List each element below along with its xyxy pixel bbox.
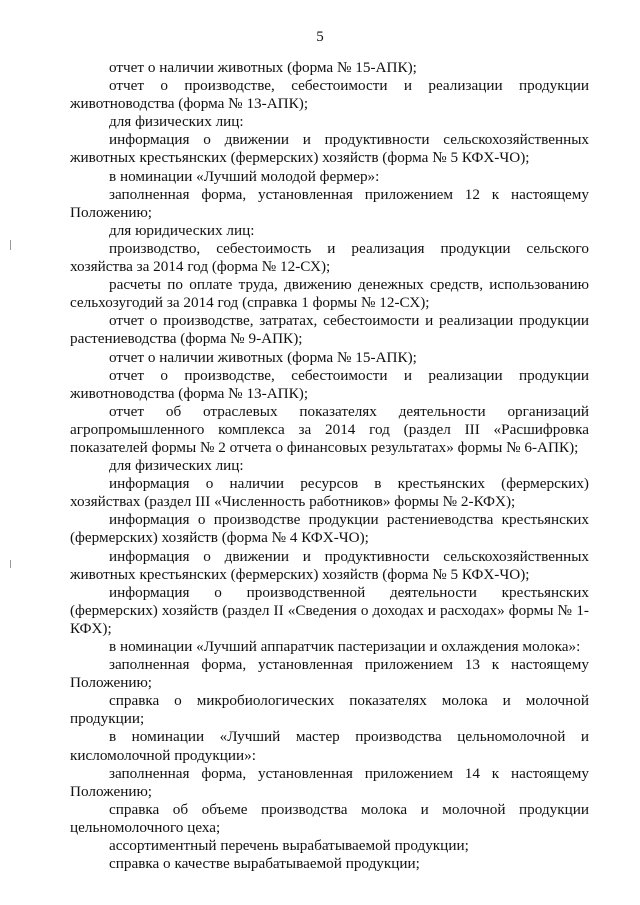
paragraph: заполненная форма, установленная приложением 12 к настоящему Положению; (70, 185, 589, 221)
paragraph: для физических лиц: (109, 113, 244, 131)
paragraph: для юридических лиц: (109, 221, 255, 239)
paragraph: для физических лиц: (109, 457, 244, 475)
paragraph: в номинации «Лучший аппаратчик пастеризации и охлаждения молока»: (109, 638, 581, 655)
paragraph: информация о движении и продуктивности сельскохозяйственных животных крестьянских (фермерских) хозяйств (форма № 5 КФХ-ЧО); (70, 547, 589, 583)
paragraph: отчет о производстве, себестоимости и реализации продукции животноводства (форма № 13-АПК); (70, 77, 589, 113)
paragraph: справка об объеме производства молока и молочной продукции цельномолочного цеха; (70, 800, 589, 836)
paragraph: отчет о наличии животных (форма № 15-АПК); (109, 59, 417, 76)
paragraph: в номинации «Лучший мастер производства цельномолочной и кисломолочной продукции»: (70, 728, 589, 764)
paragraph: производство, себестоимость и реализация продукции сельского хозяйства за 2014 год (форма № 12-СХ); (70, 239, 589, 276)
paragraph: информация о движении и продуктивности сельскохозяйственных животных крестьянских (фермерских) хозяйств (форма № 5 КФХ-ЧО); (70, 131, 589, 167)
left-margin-mark (10, 560, 11, 568)
paragraph: отчет об отраслевых показателях деятельности организаций агропромышленного комплекса за 2014 год (раздел III «Расшифровка показателей формы № 2 отчета о финансовых результатах» формы № 6-АПК); (70, 402, 589, 456)
paragraph: информация о производственной деятельности крестьянских (фермерских) хозяйств (раздел II «Сведения о доходах и расходах» формы № 1-КФХ); (70, 583, 589, 637)
paragraph: в номинации «Лучший молодой фермер»: (109, 167, 380, 185)
paragraph: расчеты по оплате труда, движению денежных средств, использованию сельхозугодий за 2014 год (справка 1 формы № 12-СХ); (70, 276, 589, 312)
paragraph: отчет о производстве, затратах, себестоимости и реализации продукции растениеводства (форма № 9-АПК); (70, 312, 589, 348)
paragraph: заполненная форма, установленная приложением 13 к настоящему Положению; (70, 656, 589, 692)
paragraph: справка о качестве вырабатываемой продукции; (109, 855, 420, 873)
paragraph: информация о наличии ресурсов в крестьянских (фермерских) хозяйствах (раздел III «Численность работников» формы № 2-КФХ); (70, 475, 589, 511)
page-number: 5 (316, 29, 324, 45)
paragraph: ассортиментный перечень вырабатываемой продукции; (109, 837, 469, 855)
left-margin-mark (10, 240, 11, 250)
paragraph: заполненная форма, установленная приложением 14 к настоящему Положению; (70, 764, 589, 800)
document-body (70, 59, 589, 873)
paragraph: отчет о производстве, себестоимости и реализации продукции животноводства (форма № 13-АПК); (70, 366, 589, 402)
paragraph: информация о производстве продукции растениеводства крестьянских (фермерских) хозяйств (форма № 4 КФХ-ЧО); (70, 511, 589, 547)
paragraph: справка о микробиологических показателях молока и молочной продукции; (70, 692, 589, 728)
paragraph: отчет о наличии животных (форма № 15-АПК); (109, 348, 417, 366)
